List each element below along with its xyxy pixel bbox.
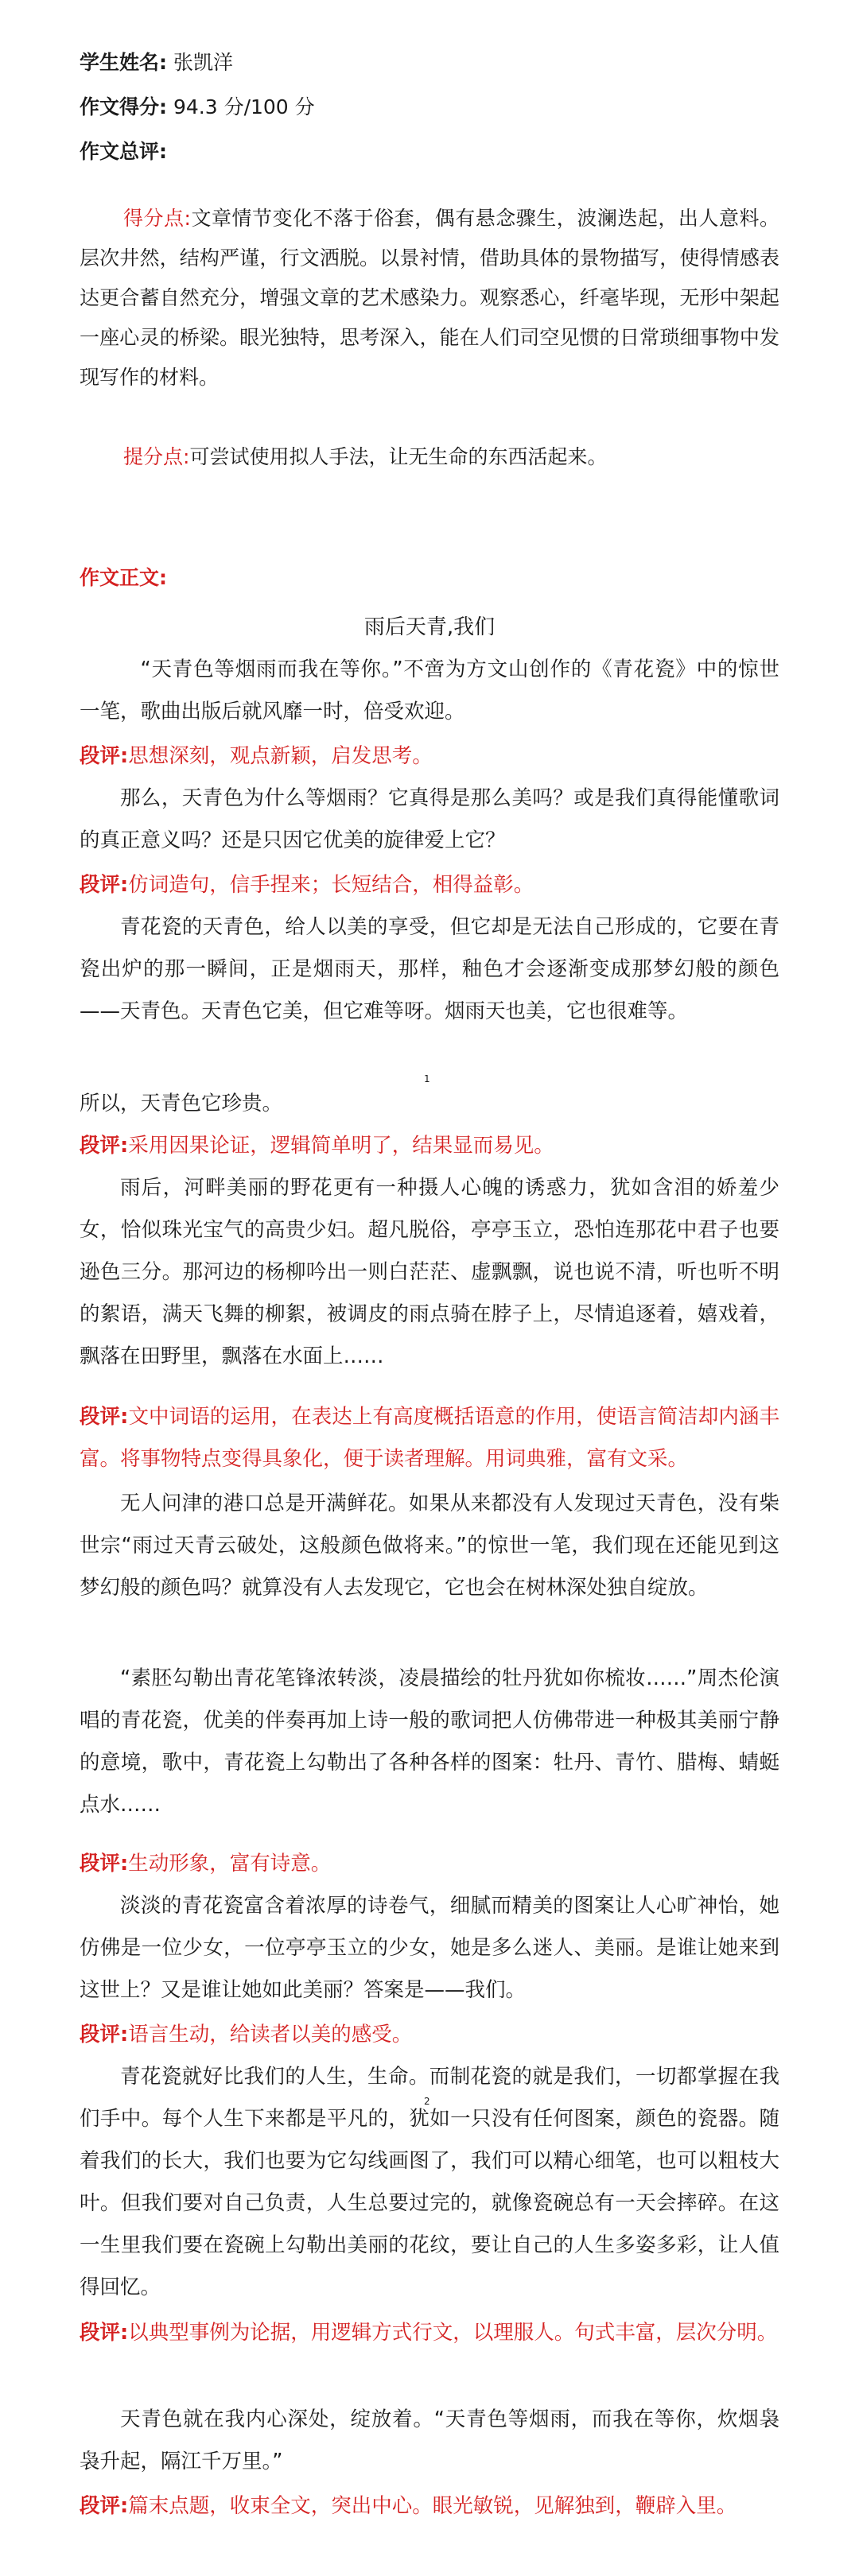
comment-label: 段评: [80,873,129,897]
comment-text-9: 篇末点题，收束全文，突出中心。眼光敏锐，见解独到，鞭辟入里。 [128,2494,737,2518]
strength-paragraph [80,199,779,398]
comment-text-4: 文中词语的运用，在表达上有高度概括语意的作用，使语言简洁却内涵丰富。将事物特点变得具象化，便于读者理解。用词典雅，富有文采。 [80,1405,779,1471]
student-name-line [80,49,233,76]
essay-paragraph-2: 那么，天青色为什么等烟雨？它真得是那么美吗？或是我们真得能懂歌词的真正意义吗？还是只因它优美的旋律爱上它？ [80,786,779,852]
score-value: 94.3 分/100 分 [173,95,315,118]
comment-label: 段评: [80,1134,129,1158]
essay-paragraph-5: 无人问津的港口总是开满鲜花。如果从来都没有人发现过天青色，没有柴世宗“雨过天青云破处，这般颜色做将来。”的惊世一笔，我们现在还能见到这梦幻般的颜色吗？就算没有人去发现它，它也会在树林深处独自绽放。 [80,1492,779,1600]
comment-label: 段评: [80,2023,129,2046]
comment-label: 段评: [80,744,129,768]
strength-label: 得分点: [123,207,191,230]
paragraph-comment-9 [80,2485,779,2528]
essay-title: 雨后天青,我们 [363,615,496,639]
paragraph-comment-4 [80,1396,779,1480]
comment-text-2: 仿词造句，信手捏来；长短结合，相得益彰。 [128,873,534,897]
comment-text-6: 生动形象，富有诗意。 [128,1852,332,1876]
essay-paragraph-3: 青花瓷的天青色，给人以美的享受，但它却是无法自己形成的，它要在青瓷出炉的那一瞬间，正是烟雨天，那样，釉色才会逐渐变成那梦幻般的颜色——天青色。天青色它美，但它难等呀。烟雨天也美，它也很难等。 [80,915,779,1023]
paragraph-comment-7 [80,2014,779,2056]
score-label: 作文得分: [80,95,167,118]
page-number-1: 1 [424,1073,430,1084]
paragraph-comment-2 [80,864,779,906]
essay-paragraph-7: 淡淡的青花瓷富含着浓厚的诗卷气，细腻而精美的图案让人心旷神怡，她仿佛是一位少女，一位亭亭玉立的少女，她是多么迷人、美丽。是谁让她来到这世上？又是谁让她如此美丽？答案是——我们。 [80,1894,779,2002]
essay-paragraph-9: 天青色就在我内心深处，绽放着。“天青色等烟雨，而我在等你，炊烟袅袅升起，隔江千万里。” [80,2407,779,2473]
comment-label: 段评: [80,2494,129,2518]
paragraph-comment-8 [80,2312,779,2354]
comment-text-8: 以典型事例为论据，用逻辑方式行文，以理服人。句式丰富，层次分明。 [128,2321,778,2345]
comment-label: 段评: [80,2321,129,2345]
student-name-value: 张凯洋 [173,51,233,74]
improve-paragraph [80,437,779,477]
comment-label: 段评: [80,1405,129,1429]
essay-section-label: 作文正文: [80,566,167,589]
improve-text: 可尝试使用拟人手法，让无生命的东西活起来。 [189,445,608,468]
comment-label: 段评: [80,1852,129,1876]
strength-text: 文章情节变化不落于俗套，偶有悬念骤生，波澜迭起，出人意料。层次井然，结构严谨，行文洒脱。以景衬情，借助具体的景物描写，使得情感表达更合蓄自然充分，增强文章的艺术感染力。观察悉心，纤毫毕现，无形中架起一座心灵的桥梁。眼光独特，思考深入，能在人们司空见惯的日常琐细事物中发现写作的材料。 [80,207,779,389]
paragraph-comment-1 [80,735,779,778]
overall-review-label: 作文总评: [80,140,167,163]
page-number-2: 2 [424,2096,430,2107]
paragraph-comment-3 [80,1125,779,1167]
essay-paragraph-8: 青花瓷就好比我们的人生，生命。而制花瓷的就是我们，一切都掌握在我们手中。每个人生下来都是平凡的，犹如一只没有任何图案，颜色的瓷器。随着我们的长大，我们也要为它勾线画图了，我们可以精心细笔，也可以粗枝大叶。但我们要对自己负责，人生总要过完的，就像瓷碗总有一天会摔碎。在这一生里我们要在瓷碗上勾勒出美丽的花纹，要让自己的人生多姿多彩，让人值得回忆。 [80,2065,779,2299]
essay-paragraph-6: “素胚勾勒出青花笔锋浓转淡，凌晨描绘的牡丹犹如你梳妆……”周杰伦演唱的青花瓷，优美的伴奏再加上诗一般的歌词把人仿佛带进一种极其美丽宁静的意境，歌中，青花瓷上勾勒出了各种各样的图案：牡丹、青竹、腊梅、蜻蜓点水…… [80,1666,779,1817]
essay-paragraph-4: 雨后，河畔美丽的野花更有一种摄人心魄的诱惑力，犹如含泪的娇羞少女，恰似珠光宝气的高贵少妇。超凡脱俗，亭亭玉立，恐怕连那花中君子也要逊色三分。那河边的杨柳吟出一则白茫茫、虚飘飘，说也说不清，听也听不明的絮语，满天飞舞的柳絮，被调皮的雨点骑在脖子上，尽情追逐着，嬉戏着，飘落在田野里，飘落在水面上…… [80,1176,779,1368]
score-line [80,94,315,121]
comment-text-3: 采用因果论证，逻辑简单明了，结果显而易见。 [128,1134,554,1158]
paragraph-comment-6 [80,1843,779,1885]
student-name-label: 学生姓名: [80,51,167,74]
comment-text-7: 语言生动，给读者以美的感受。 [128,2023,413,2046]
comment-text-1: 思想深刻，观点新颖，启发思考。 [128,744,433,768]
essay-paragraph-3-continued: 所以，天青色它珍贵。 [80,1092,283,1115]
improve-label: 提分点: [123,445,190,468]
overall-review-heading [80,138,167,165]
essay-paragraph-1: “天青色等烟雨而我在等你。”不啻为方文山创作的《青花瓷》中的惊世一笔，歌曲出版后就风靡一时，倍受欢迎。 [80,658,779,724]
